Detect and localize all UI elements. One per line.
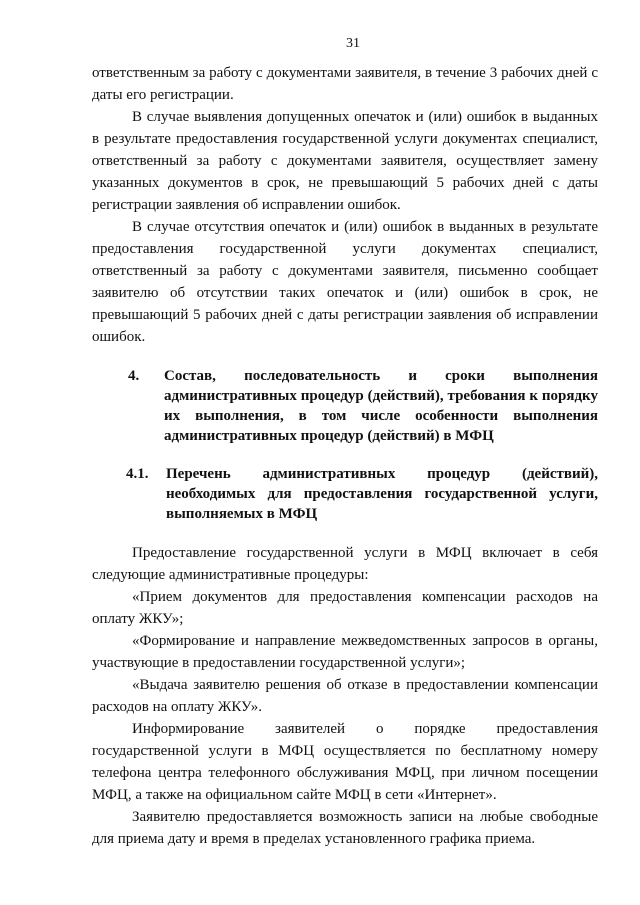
section-4-1-number: 4.1.: [126, 466, 149, 482]
section-gap: [92, 524, 598, 542]
paragraph-errors-absent: В случае отсутствия опечаток и (или) ошибок в выданных в результате предоставления государственной услуги документах специалист, ответственный за работу с документами заявителя, письменно сообщает заявителю об отсутствии таких опечаток и (или) ошибок в срок, не превышающий 5 рабочих дней с даты регистрации заявления об исправлении ошибок.: [92, 219, 598, 345]
paragraph-procedure-3: «Выдача заявителю решения об отказе в предоставлении компенсации расходов на оплату ЖКУ».: [92, 677, 598, 715]
paragraph-appointment: Заявителю предоставляется возможность записи на любые свободные для приема дату и время в пределах установленного графика приема.: [92, 809, 598, 847]
section-4-1-heading: [92, 464, 598, 524]
paragraph-continued: ответственным за работу с документами заявителя, в течение 3 рабочих дней с даты его регистрации.: [92, 65, 598, 103]
section-4-title: Состав, последовательность и сроки выполнения административных процедур (действий), требования к порядку их выполнения, в том числе особенности выполнения административных процедур (действий) в МФЦ: [164, 368, 598, 444]
paragraph-errors-found: В случае выявления допущенных опечаток и (или) ошибок в выданных в результате предоставления государственной услуги документах специалист, ответственный за работу с документами заявителя, осуществляет замену указанных документов в срок, не превышающий 5 рабочих дней с даты регистрации заявления об исправлении ошибок.: [92, 109, 598, 213]
paragraph-informing: Информирование заявителей о порядке предоставления государственной услуги в МФЦ осуществляется по бесплатному номеру телефона центра телефонного обслуживания МФЦ, при личном посещении МФЦ, а также на официальном сайте МФЦ в сети «Интернет».: [92, 721, 598, 803]
paragraph-procedure-2: «Формирование и направление межведомственных запросов в органы, участвующие в предоставлении государственной услуги»;: [92, 633, 598, 671]
paragraph-procedures-intro: Предоставление государственной услуги в МФЦ включает в себя следующие административные процедуры:: [92, 545, 598, 583]
section-4-1-title: Перечень административных процедур (действий), необходимых для предоставления государственной услуги, выполняемых в МФЦ: [166, 466, 598, 522]
paragraph-procedure-1: «Прием документов для предоставления компенсации расходов на оплату ЖКУ»;: [92, 589, 598, 627]
section-4-number: 4.: [128, 368, 140, 384]
section-4-heading: [92, 366, 598, 446]
page-number: 31: [346, 36, 360, 51]
